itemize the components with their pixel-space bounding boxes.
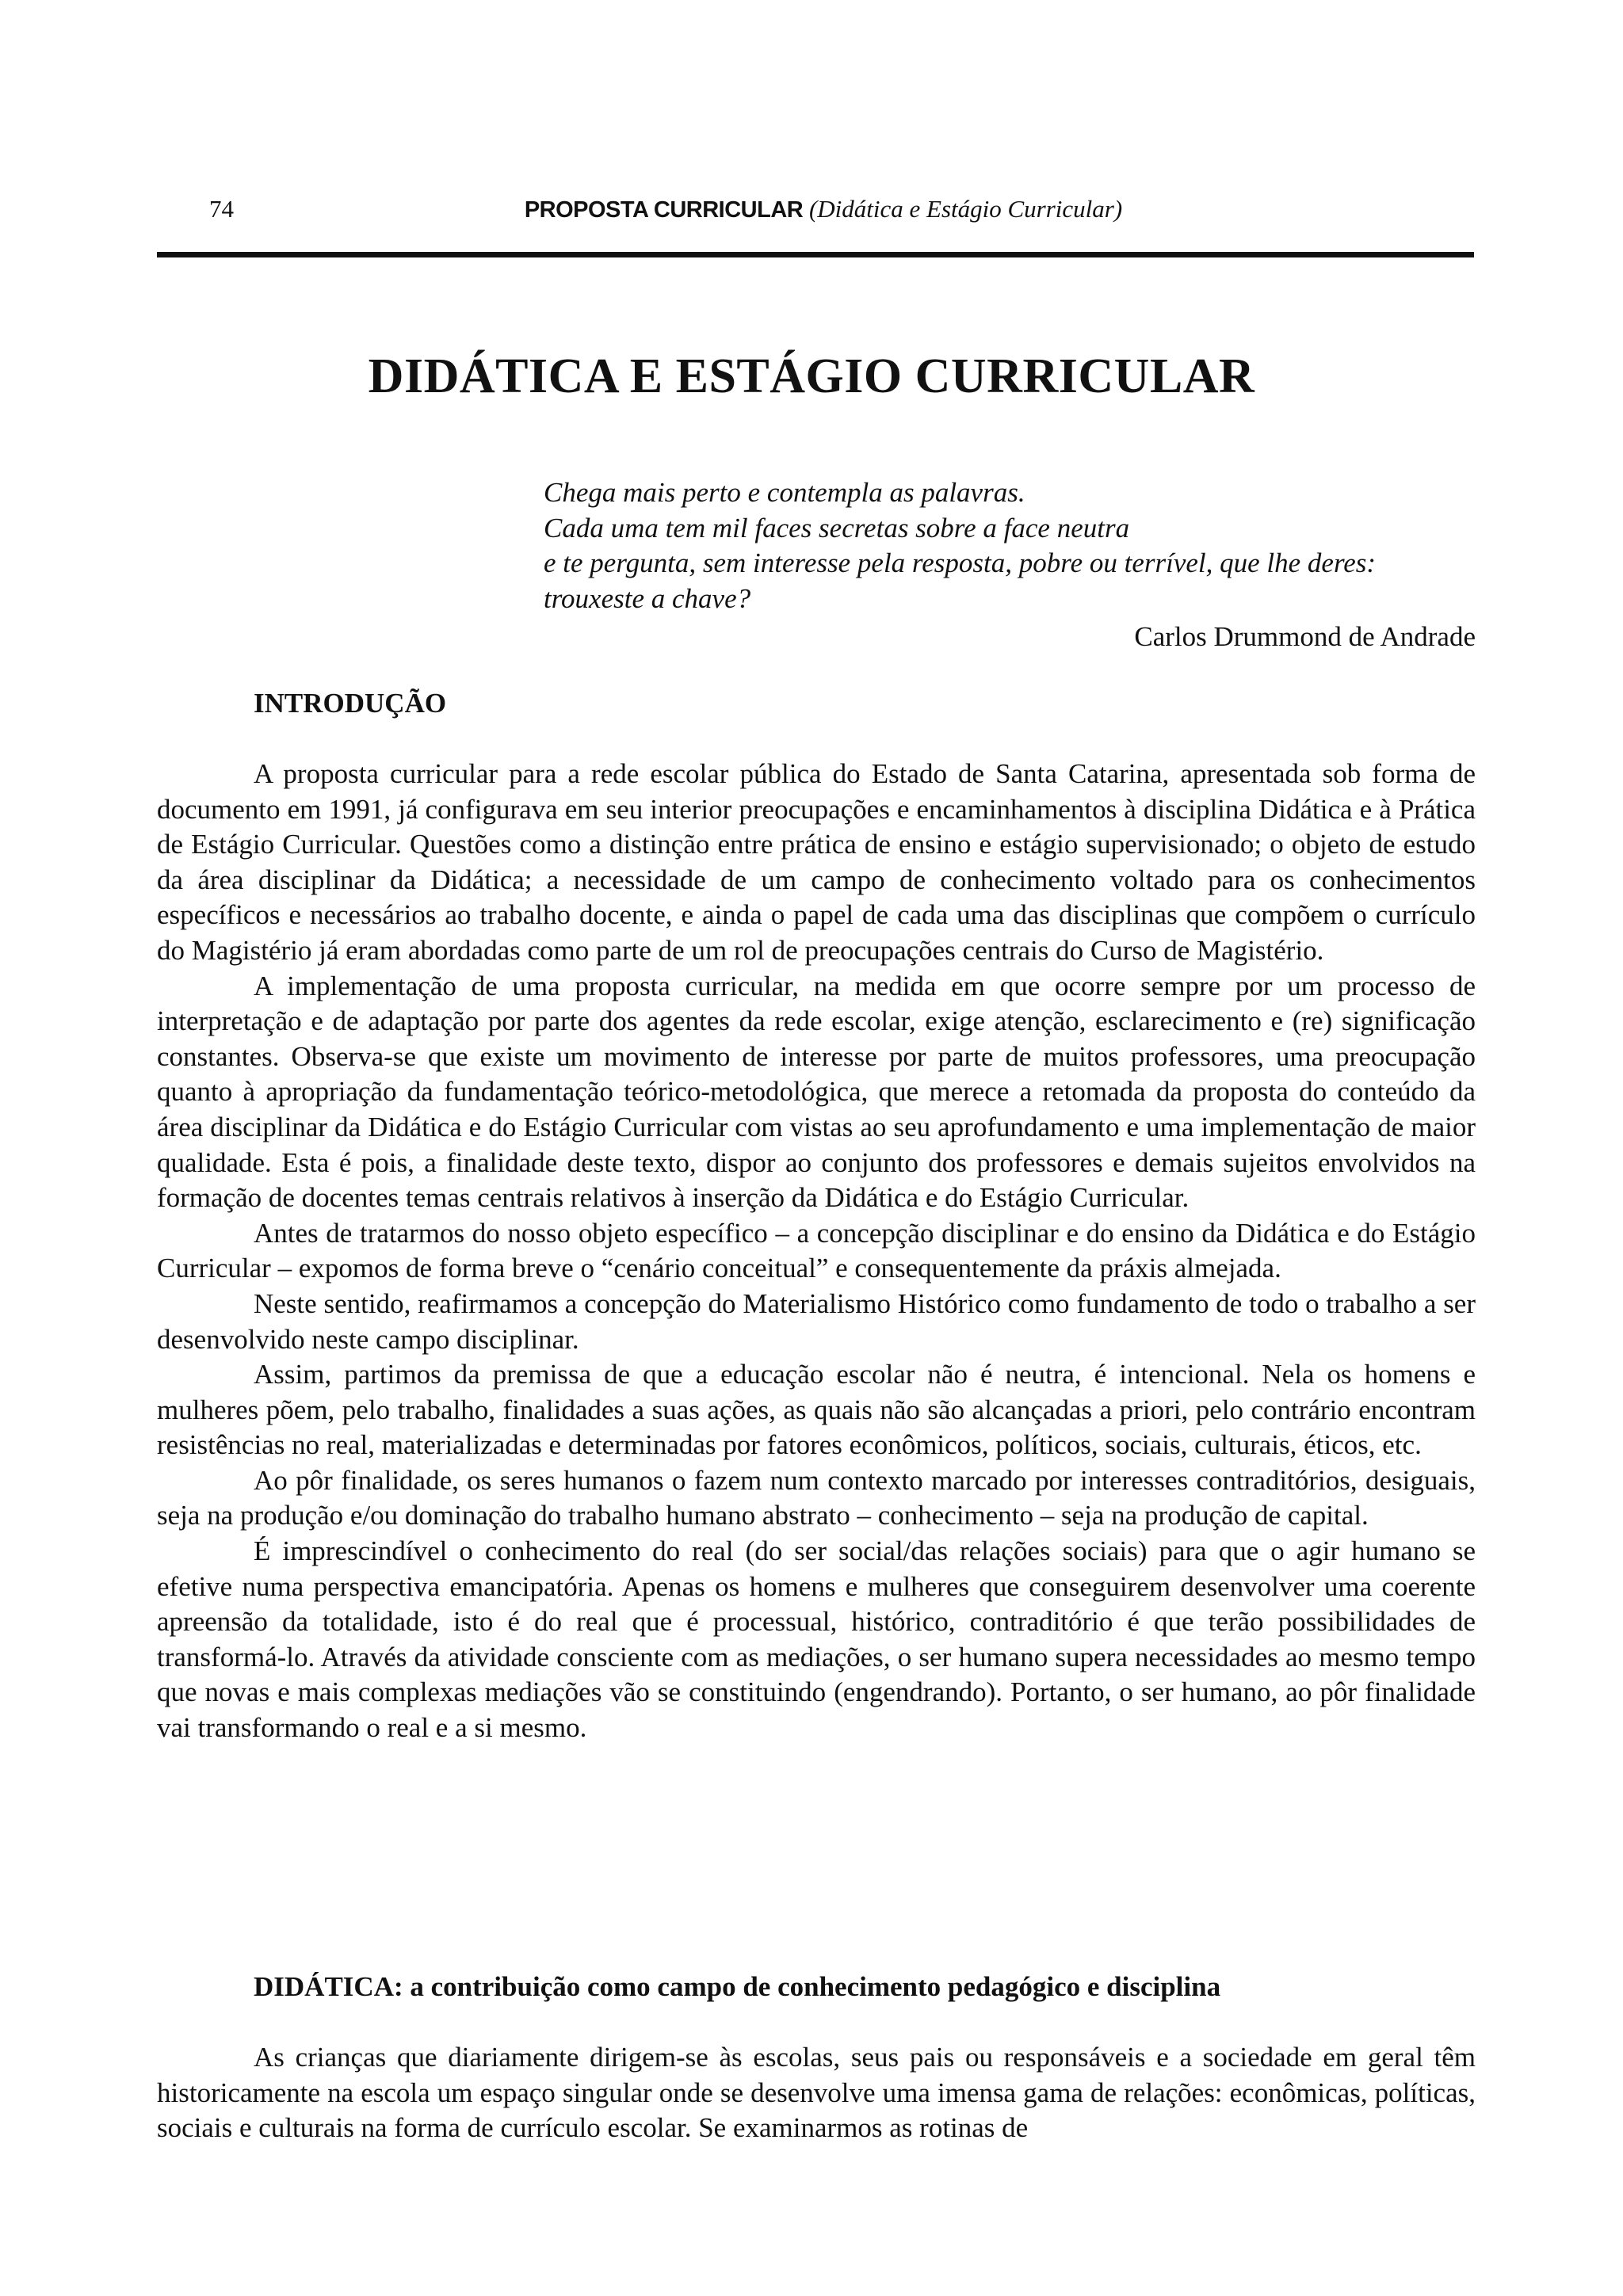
intro-heading: INTRODUÇÃO	[254, 688, 447, 719]
running-title-italic: (Didática e Estágio Curricular)	[808, 195, 1123, 223]
epigraph-author: Carlos Drummond de Andrade	[1134, 621, 1476, 652]
paragraph: Ao pôr finalidade, os seres humanos o fazem num contexto marcado por interesses contraditórios, desiguais, seja na produção e/ou dominação do trabalho humano abstrato – conhecimento – seja na produção de capital.	[157, 1464, 1476, 1531]
page-number: 74	[209, 195, 234, 223]
running-title-bold: PROPOSTA CURRICULAR	[524, 197, 804, 223]
running-title	[0, 195, 1623, 223]
didatica-heading: DIDÁTICA: a contribuição como campo de conhecimento pedagógico e disciplina	[254, 1971, 1221, 2002]
didatica-body	[157, 2040, 1476, 2146]
paragraph: Antes de tratarmos do nosso objeto específico – a concepção disciplinar e do ensino da Didática e do Estágio Curricular – expomos de forma breve o “cenário conceitual” e consequentemente da práxis almejada.	[157, 1217, 1476, 1284]
document-title: DIDÁTICA E ESTÁGIO CURRICULAR	[368, 349, 1255, 403]
paragraph: A proposta curricular para a rede escolar pública do Estado de Santa Catarina, apresentada sob forma de documento em 1991, já configurava em seu interior preocupações e encaminhamentos à disciplina Didática e à Prática de Estágio Curricular. Questões como a distinção entre prática de ensino e estágio supervisionado; o objeto de estudo da área disciplinar da Didática; a necessidade de um campo de conhecimento voltado para os conhecimentos específicos e necessários ao trabalho docente, e ainda o papel de cada uma das disciplinas que compõem o currículo do Magistério já eram abordadas como parte de um rol de preocupações centrais do Curso de Magistério.	[157, 758, 1476, 966]
intro-body	[157, 757, 1476, 1746]
epigraph-line: e te pergunta, sem interesse pela resposta, pobre ou terrível, que lhe deres:	[544, 547, 1377, 578]
header-rule	[157, 252, 1474, 257]
paragraph: Neste sentido, reafirmamos a concepção do Materialismo Histórico como fundamento de todo o trabalho a ser desenvolvido neste campo disciplinar.	[157, 1287, 1476, 1355]
paragraph: Assim, partimos da premissa de que a educação escolar não é neutra, é intencional. Nela os homens e mulheres põem, pelo trabalho, finalidades a suas ações, as quais não são alcançadas a priori, pelo contrário encontram resistências no real, materializadas e determinadas por fatores econômicos, políticos, sociais, culturais, éticos, etc.	[157, 1359, 1476, 1461]
paragraph: A implementação de uma proposta curricular, na medida em que ocorre sempre por um processo de interpretação e de adaptação por parte dos agentes da rede escolar, exige atenção, esclarecimento e (re) significação constantes. Observa-se que existe um movimento de interesse por parte de muitos professores, uma preocupação quanto à apropriação da fundamentação teórico-metodológica, que merece a retomada da proposta do conteúdo da área disciplinar da Didática e do Estágio Curricular com vistas ao seu aprofundamento e uma implementação de maior qualidade. Esta é pois, a finalidade deste texto, dispor ao conjunto dos professores e demais sujeitos envolvidos na formação de docentes temas centrais relativos à inserção da Didática e do Estágio Curricular.	[157, 970, 1476, 1214]
epigraph-line: Cada uma tem mil faces secretas sobre a face neutra	[544, 512, 1130, 543]
epigraph	[544, 475, 1476, 655]
epigraph-line: trouxeste a chave?	[544, 582, 751, 614]
paragraph: É imprescindível o conhecimento do real (do ser social/das relações sociais) para que o agir humano se efetive numa perspectiva emancipatória. Apenas os homens e mulheres que conseguirem desenvolver uma coerente apreensão da totalidade, isto é do real que é processual, histórico, contraditório é que terão possibilidades de transformá-lo. Através da atividade consciente com as mediações, o ser humano supera necessidades ao mesmo tempo que novas e mais complexas mediações vão se constituindo (engendrando). Portanto, o ser humano, ao pôr finalidade vai transformando o real e a si mesmo.	[157, 1535, 1476, 1744]
paragraph: As crianças que diariamente dirigem-se às escolas, seus pais ou responsáveis e a sociedade em geral têm historicamente na escola um espaço singular onde se desenvolve uma imensa gama de relações: econômicas, políticas, sociais e culturais na forma de currículo escolar. Se examinarmos as rotinas de	[157, 2042, 1476, 2144]
epigraph-line: Chega mais perto e contempla as palavras.	[544, 477, 1025, 508]
